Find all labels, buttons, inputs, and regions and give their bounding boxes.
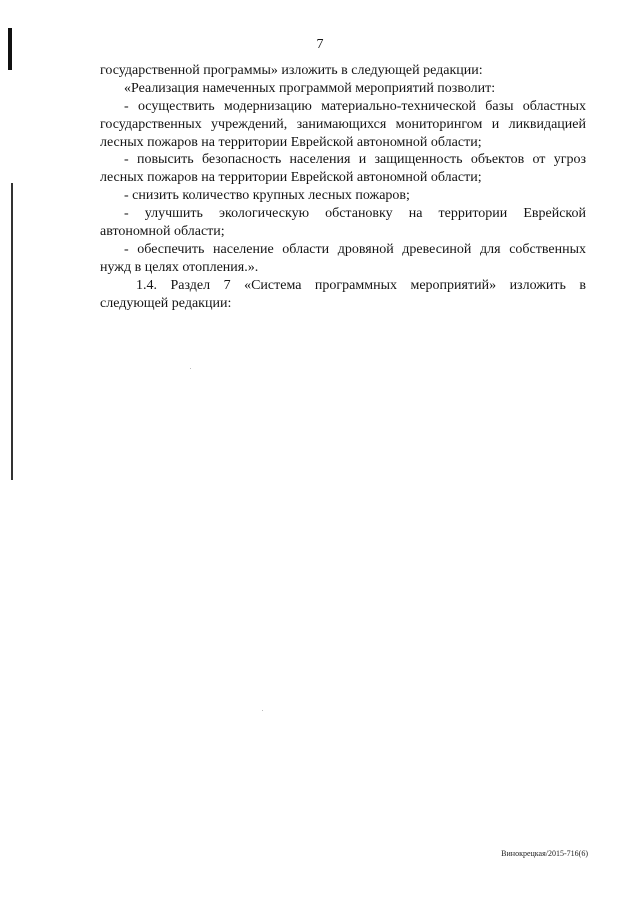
page-number: 7 bbox=[316, 37, 324, 52]
text-line: - повысить безопасность населения и защищенность объектов от угроз bbox=[124, 152, 586, 168]
scan-edge-mark-side bbox=[11, 183, 13, 480]
text-line: - осуществить модернизацию материально-технической базы областных bbox=[124, 98, 586, 114]
text-line: следующей редакции: bbox=[100, 295, 232, 311]
text-line: лесных пожаров на территории Еврейской автономной области; bbox=[100, 170, 482, 186]
text-line: 1.4. Раздел 7 «Система программных мероприятий» изложить в bbox=[136, 277, 586, 293]
document-footer-code: Винокрецкая/2015-716(6) bbox=[501, 849, 588, 858]
text-line: лесных пожаров на территории Еврейской автономной области; bbox=[100, 134, 482, 150]
text-line: «Реализация намеченных программой мероприятий позволит: bbox=[124, 80, 496, 96]
document-body bbox=[100, 62, 586, 312]
text-line: государственной программы» изложить в следующей редакции: bbox=[100, 63, 483, 78]
scan-speck bbox=[190, 368, 191, 369]
text-line: - снизить количество крупных лесных пожаров; bbox=[124, 188, 410, 204]
text-line: - улучшить экологическую обстановку на территории Еврейской bbox=[124, 206, 586, 222]
text-line: государственных учреждений, занимающихся мониторингом и ликвидацией bbox=[100, 116, 586, 132]
text-line: автономной области; bbox=[100, 224, 225, 240]
text-line: - обеспечить население области дровяной древесиной для собственных bbox=[124, 241, 586, 257]
scan-speck bbox=[262, 710, 263, 711]
text-line: нужд в целях отопления.». bbox=[100, 259, 259, 275]
